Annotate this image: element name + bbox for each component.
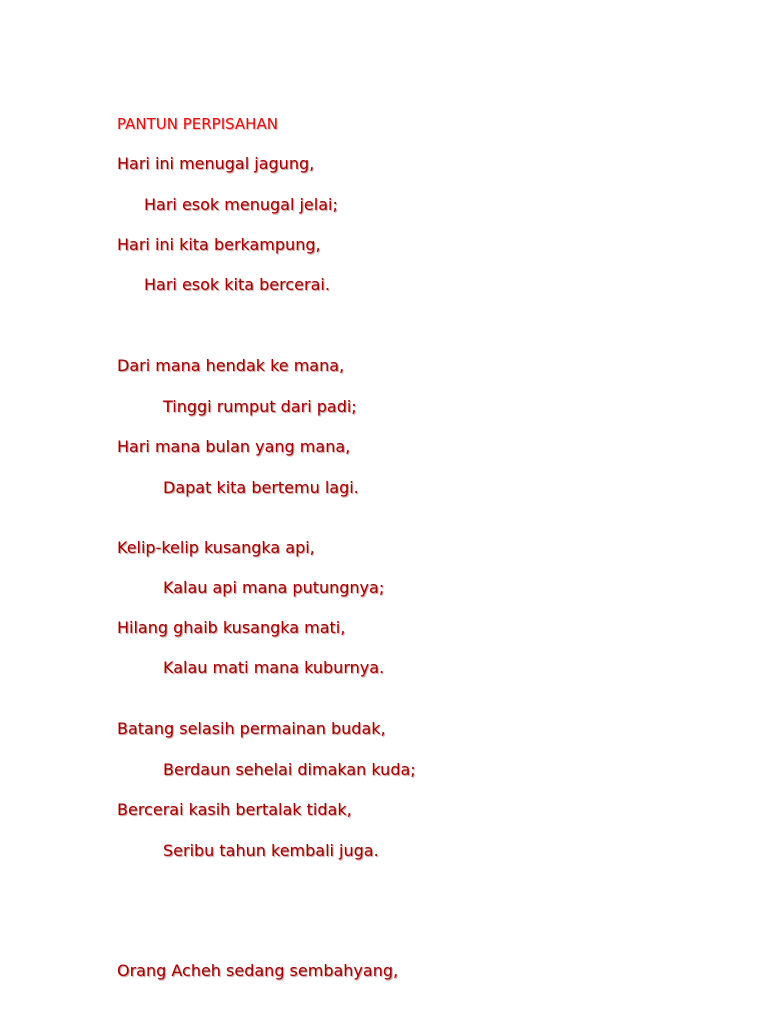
stanza-3-line-2: Kalau api mana putungnya;: [163, 578, 385, 597]
stanza-3-line-4: Kalau mati mana kuburnya.: [163, 658, 385, 677]
stanza-1-line-4: Hari esok kita bercerai.: [144, 275, 330, 294]
stanza-1-line-2: Hari esok menugal jelai;: [144, 195, 338, 214]
stanza-2-line-1: Dari mana hendak ke mana,: [117, 356, 345, 375]
stanza-4-line-2: Berdaun sehelai dimakan kuda;: [163, 760, 416, 779]
stanza-4-line-4: Seribu tahun kembali juga.: [163, 841, 379, 860]
stanza-3-line-3: Hilang ghaib kusangka mati,: [117, 618, 346, 637]
stanza-4-line-1: Batang selasih permainan budak,: [117, 719, 386, 738]
stanza-2-line-3: Hari mana bulan yang mana,: [117, 437, 351, 456]
stanza-3-line-1: Kelip-kelip kusangka api,: [117, 538, 315, 557]
stanza-5-line-1: Orang Acheh sedang sembahyang,: [117, 961, 399, 980]
stanza-2-line-4: Dapat kita bertemu lagi.: [163, 478, 359, 497]
stanza-1-line-3: Hari ini kita berkampung,: [117, 235, 321, 254]
stanza-1-line-1: Hari ini menugal jagung,: [117, 154, 315, 173]
poem-title: PANTUN PERPISAHAN: [117, 115, 278, 133]
stanza-2-line-2: Tinggi rumput dari padi;: [163, 397, 357, 416]
stanza-4-line-3: Bercerai kasih bertalak tidak,: [117, 800, 352, 819]
